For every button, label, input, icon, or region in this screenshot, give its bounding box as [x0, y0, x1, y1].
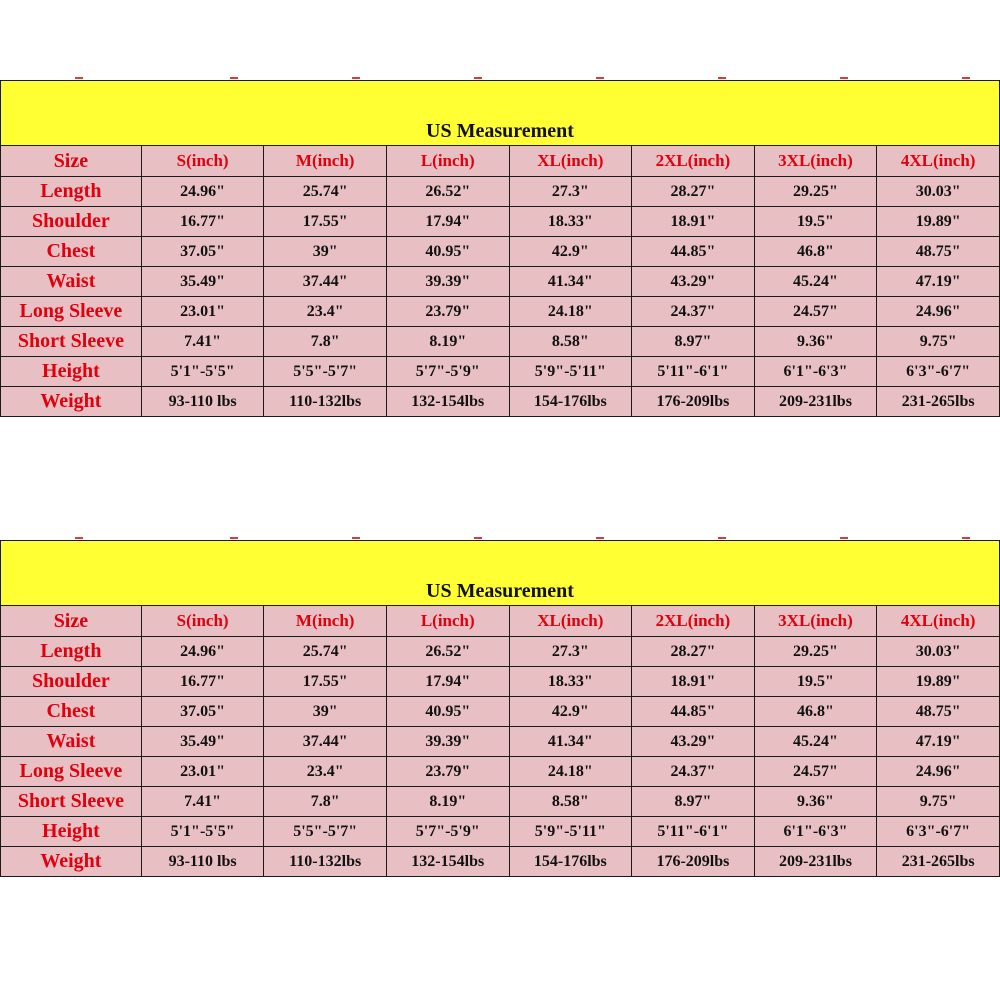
- table-cell: 24.37": [632, 757, 755, 787]
- table-cell: 23.79": [386, 757, 509, 787]
- table-cell: 5'11"-6'1": [632, 817, 755, 847]
- dash-mark: [230, 77, 238, 79]
- dash-mark: [718, 77, 726, 79]
- table-cell: 19.89": [877, 667, 1000, 697]
- dash-mark: [962, 77, 970, 79]
- table-row: [1, 727, 1000, 757]
- dash-mark: [596, 537, 604, 539]
- column-header: 2XL(inch): [632, 606, 755, 637]
- table-cell: 6'1"-6'3": [754, 817, 877, 847]
- column-header: M(inch): [264, 146, 387, 177]
- table-cell: 24.18": [509, 757, 632, 787]
- table-row: [1, 297, 1000, 327]
- table-cell: 23.01": [141, 757, 264, 787]
- table-cell: 25.74": [264, 177, 387, 207]
- table-cell: 39.39": [386, 727, 509, 757]
- column-header: 4XL(inch): [877, 606, 1000, 637]
- dash-mark: [840, 537, 848, 539]
- size-header: Size: [1, 146, 142, 177]
- table-cell: 29.25": [754, 637, 877, 667]
- table-cell: 44.85": [632, 697, 755, 727]
- size-table-1: [0, 80, 1000, 417]
- table-cell: 5'7"-5'9": [386, 817, 509, 847]
- header-row: [1, 606, 1000, 637]
- header-row: [1, 146, 1000, 177]
- table-cell: 37.05": [141, 237, 264, 267]
- dash-mark: [474, 77, 482, 79]
- column-header: M(inch): [264, 606, 387, 637]
- row-label: Length: [1, 637, 142, 667]
- table-cell: 42.9": [509, 237, 632, 267]
- dash-mark: [962, 537, 970, 539]
- table-cell: 27.3": [509, 177, 632, 207]
- table-cell: 41.34": [509, 727, 632, 757]
- table-cell: 9.36": [754, 787, 877, 817]
- table-cell: 18.91": [632, 207, 755, 237]
- table-cell: 40.95": [386, 237, 509, 267]
- table-cell: 154-176lbs: [509, 387, 632, 417]
- table-cell: 19.5": [754, 667, 877, 697]
- column-header: 3XL(inch): [754, 606, 877, 637]
- table-cell: 19.89": [877, 207, 1000, 237]
- table-cell: 19.5": [754, 207, 877, 237]
- table-cell: 132-154lbs: [386, 847, 509, 877]
- column-header: 3XL(inch): [754, 146, 877, 177]
- row-label: Length: [1, 177, 142, 207]
- table-cell: 7.8": [264, 327, 387, 357]
- table-cell: 17.94": [386, 667, 509, 697]
- row-label: Waist: [1, 727, 142, 757]
- table-cell: 18.91": [632, 667, 755, 697]
- dash-mark: [352, 77, 360, 79]
- table-cell: 41.34": [509, 267, 632, 297]
- table-cell: 8.19": [386, 327, 509, 357]
- table-cell: 5'1"-5'5": [141, 357, 264, 387]
- row-label: Long Sleeve: [1, 757, 142, 787]
- table-cell: 231-265lbs: [877, 387, 1000, 417]
- table-row: [1, 697, 1000, 727]
- table-cell: 5'9"-5'11": [509, 357, 632, 387]
- table-cell: 17.94": [386, 207, 509, 237]
- table-cell: 5'5"-5'7": [264, 817, 387, 847]
- column-header: 2XL(inch): [632, 146, 755, 177]
- dash-mark: [596, 77, 604, 79]
- table-cell: 18.33": [509, 207, 632, 237]
- row-label: Height: [1, 817, 142, 847]
- row-label: Waist: [1, 267, 142, 297]
- table-cell: 30.03": [877, 637, 1000, 667]
- row-label: Chest: [1, 237, 142, 267]
- table-cell: 24.57": [754, 757, 877, 787]
- table-cell: 8.58": [509, 787, 632, 817]
- table-cell: 24.57": [754, 297, 877, 327]
- column-header: L(inch): [386, 146, 509, 177]
- table-title: US Measurement: [1, 81, 1000, 146]
- table-cell: 9.75": [877, 327, 1000, 357]
- row-label: Shoulder: [1, 667, 142, 697]
- table-cell: 35.49": [141, 267, 264, 297]
- row-label: Height: [1, 357, 142, 387]
- table-cell: 7.41": [141, 787, 264, 817]
- table-cell: 37.44": [264, 727, 387, 757]
- column-header: L(inch): [386, 606, 509, 637]
- table-row: [1, 207, 1000, 237]
- table-cell: 46.8": [754, 697, 877, 727]
- table-cell: 8.97": [632, 787, 755, 817]
- table-cell: 48.75": [877, 237, 1000, 267]
- table-cell: 18.33": [509, 667, 632, 697]
- table-cell: 37.05": [141, 697, 264, 727]
- table-row: [1, 327, 1000, 357]
- table-row: [1, 357, 1000, 387]
- table-cell: 24.96": [141, 177, 264, 207]
- table-cell: 43.29": [632, 267, 755, 297]
- dash-mark: [352, 537, 360, 539]
- table-cell: 17.55": [264, 667, 387, 697]
- table-cell: 5'9"-5'11": [509, 817, 632, 847]
- size-table-2: [0, 540, 1000, 877]
- table-cell: 28.27": [632, 177, 755, 207]
- table-cell: 154-176lbs: [509, 847, 632, 877]
- table-cell: 8.97": [632, 327, 755, 357]
- table-cell: 39": [264, 237, 387, 267]
- table-cell: 45.24": [754, 267, 877, 297]
- table-cell: 30.03": [877, 177, 1000, 207]
- dash-mark: [718, 537, 726, 539]
- table-cell: 93-110 lbs: [141, 387, 264, 417]
- dash-mark: [474, 537, 482, 539]
- row-label: Long Sleeve: [1, 297, 142, 327]
- table-cell: 23.01": [141, 297, 264, 327]
- table-cell: 44.85": [632, 237, 755, 267]
- table-row: [1, 757, 1000, 787]
- table-cell: 48.75": [877, 697, 1000, 727]
- table-cell: 176-209lbs: [632, 847, 755, 877]
- column-header: S(inch): [141, 146, 264, 177]
- table-cell: 24.18": [509, 297, 632, 327]
- table-cell: 9.36": [754, 327, 877, 357]
- table-cell: 26.52": [386, 637, 509, 667]
- table-cell: 23.4": [264, 297, 387, 327]
- size-header: Size: [1, 606, 142, 637]
- table-cell: 47.19": [877, 267, 1000, 297]
- table-cell: 17.55": [264, 207, 387, 237]
- column-header: XL(inch): [509, 146, 632, 177]
- dash-mark: [840, 77, 848, 79]
- table-row: [1, 177, 1000, 207]
- table-cell: 8.58": [509, 327, 632, 357]
- row-label: Short Sleeve: [1, 327, 142, 357]
- table-cell: 46.8": [754, 237, 877, 267]
- row-label: Chest: [1, 697, 142, 727]
- column-header: 4XL(inch): [877, 146, 1000, 177]
- table-cell: 5'1"-5'5": [141, 817, 264, 847]
- table-cell: 23.79": [386, 297, 509, 327]
- table-cell: 42.9": [509, 697, 632, 727]
- column-header: XL(inch): [509, 606, 632, 637]
- table-cell: 93-110 lbs: [141, 847, 264, 877]
- table-cell: 209-231lbs: [754, 847, 877, 877]
- table-cell: 24.37": [632, 297, 755, 327]
- table-row: [1, 787, 1000, 817]
- table-cell: 16.77": [141, 667, 264, 697]
- dash-mark: [75, 537, 83, 539]
- table-cell: 7.41": [141, 327, 264, 357]
- table-cell: 39.39": [386, 267, 509, 297]
- table-cell: 27.3": [509, 637, 632, 667]
- table-cell: 6'1"-6'3": [754, 357, 877, 387]
- table-cell: 43.29": [632, 727, 755, 757]
- table-row: [1, 237, 1000, 267]
- table-cell: 5'7"-5'9": [386, 357, 509, 387]
- row-label: Weight: [1, 847, 142, 877]
- table-cell: 26.52": [386, 177, 509, 207]
- table-cell: 29.25": [754, 177, 877, 207]
- dash-mark: [230, 537, 238, 539]
- table-cell: 110-132lbs: [264, 847, 387, 877]
- table-cell: 24.96": [877, 297, 1000, 327]
- table-row: [1, 667, 1000, 697]
- table-cell: 209-231lbs: [754, 387, 877, 417]
- table-cell: 110-132lbs: [264, 387, 387, 417]
- table-cell: 231-265lbs: [877, 847, 1000, 877]
- table-cell: 5'5"-5'7": [264, 357, 387, 387]
- row-label: Weight: [1, 387, 142, 417]
- column-header: S(inch): [141, 606, 264, 637]
- row-label: Shoulder: [1, 207, 142, 237]
- table-cell: 132-154lbs: [386, 387, 509, 417]
- title-row: [1, 81, 1000, 146]
- table-cell: 23.4": [264, 757, 387, 787]
- table-title: US Measurement: [1, 541, 1000, 606]
- table-cell: 25.74": [264, 637, 387, 667]
- title-row: [1, 541, 1000, 606]
- table-cell: 24.96": [877, 757, 1000, 787]
- table-row: [1, 637, 1000, 667]
- table-cell: 40.95": [386, 697, 509, 727]
- table-cell: 8.19": [386, 787, 509, 817]
- table-cell: 37.44": [264, 267, 387, 297]
- table-cell: 35.49": [141, 727, 264, 757]
- table-cell: 176-209lbs: [632, 387, 755, 417]
- table-cell: 7.8": [264, 787, 387, 817]
- table-cell: 45.24": [754, 727, 877, 757]
- table-row: [1, 817, 1000, 847]
- table-cell: 16.77": [141, 207, 264, 237]
- table-cell: 6'3"-6'7": [877, 357, 1000, 387]
- table-cell: 28.27": [632, 637, 755, 667]
- row-label: Short Sleeve: [1, 787, 142, 817]
- table-cell: 6'3"-6'7": [877, 817, 1000, 847]
- table-cell: 9.75": [877, 787, 1000, 817]
- dash-mark: [75, 77, 83, 79]
- table-row: [1, 847, 1000, 877]
- table-cell: 39": [264, 697, 387, 727]
- table-row: [1, 387, 1000, 417]
- table-cell: 5'11"-6'1": [632, 357, 755, 387]
- table-row: [1, 267, 1000, 297]
- table-cell: 24.96": [141, 637, 264, 667]
- table-cell: 47.19": [877, 727, 1000, 757]
